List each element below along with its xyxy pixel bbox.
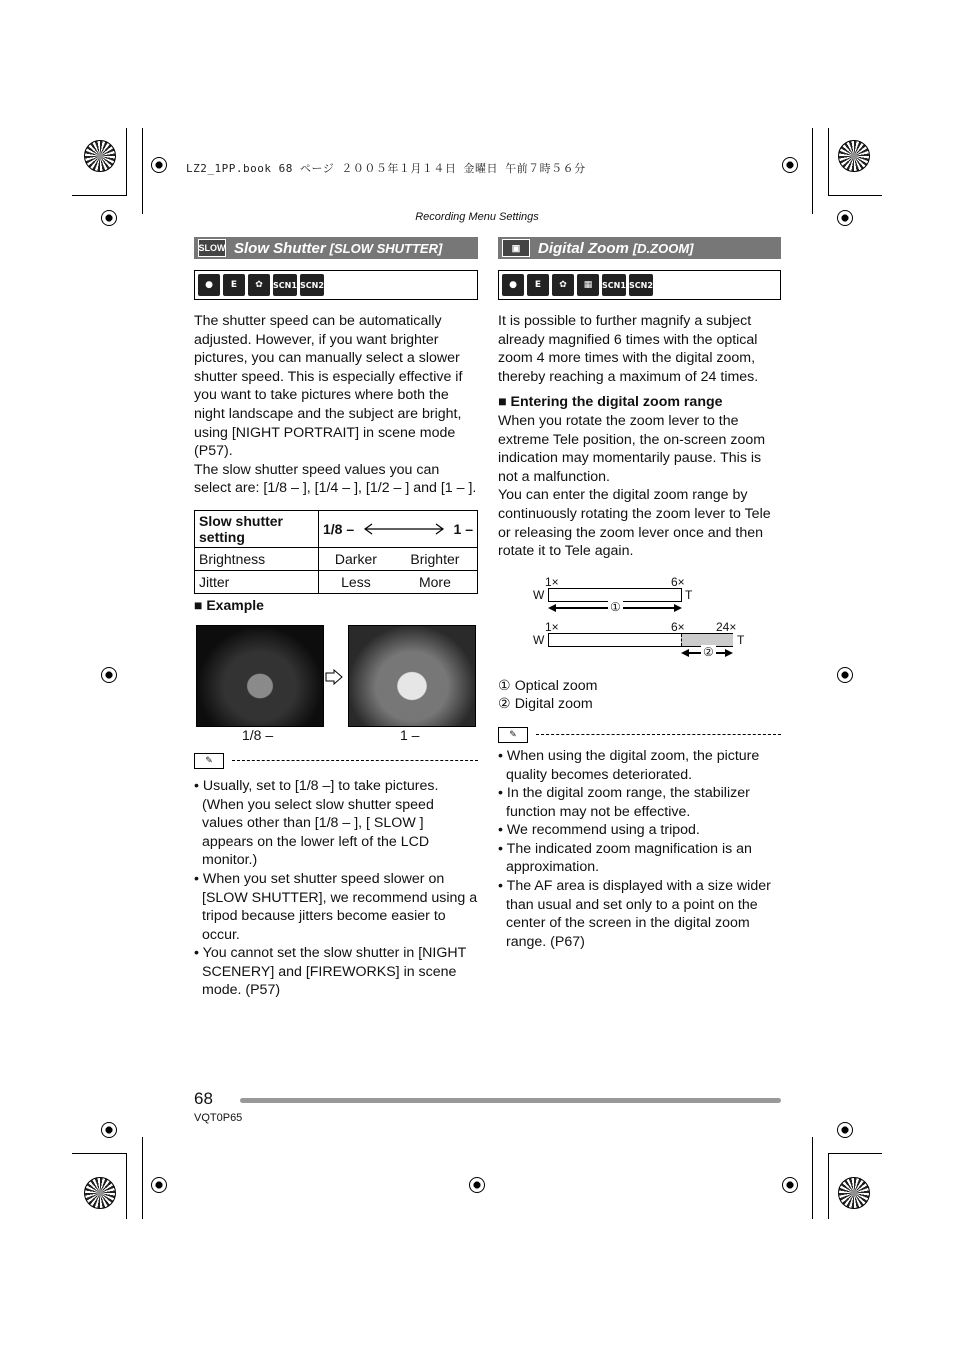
legend-item: ① Optical zoom bbox=[498, 677, 598, 694]
note-item: • We recommend using a tripod. bbox=[498, 822, 700, 839]
crop-line bbox=[828, 1153, 882, 1154]
crosshair-icon bbox=[837, 1122, 853, 1138]
row-left: Darker bbox=[319, 547, 393, 570]
section-title: Digital Zoom bbox=[538, 239, 629, 257]
intro-paragraph: The shutter speed can be automatically adjusted. However, if you want brighter pictures, you can manually select a slower shutter speed. This is especially effective if you want to take pictures where both the night landscape and the subject are bright, using [NIGHT PORTRAIT] in scene mode (P57). bbox=[194, 313, 463, 460]
running-title: Recording Menu Settings bbox=[415, 211, 539, 223]
crosshair-icon bbox=[837, 667, 853, 683]
zoom-diagram bbox=[498, 575, 781, 665]
note-item: • Usually, set to [1/8 –] to take pictures. (When you select slow shutter speed values other than [1/8 – ], [ SLOW ] appears on the lower left of the LCD monitor.) bbox=[194, 777, 439, 869]
registration-wheel-icon bbox=[838, 140, 870, 172]
print-header: LZ2_1PP.book 68 ページ ２００５年１月１４日 金曜日 午前７時５６分 bbox=[186, 162, 586, 175]
callout-2: ② bbox=[703, 644, 714, 659]
scn1-mode-icon: SCN1 bbox=[602, 274, 626, 296]
zoom-legend bbox=[498, 677, 781, 714]
range-end: 1 – bbox=[453, 520, 473, 537]
note-icon: ✎ bbox=[498, 727, 528, 743]
registration-wheel-icon bbox=[84, 140, 116, 172]
scn2-mode-icon: SCN2 bbox=[629, 274, 653, 296]
note-item: • The indicated zoom magnification is an approximation. bbox=[498, 840, 752, 876]
t-label: T bbox=[685, 587, 693, 602]
divider bbox=[536, 734, 781, 735]
arrow-right-icon bbox=[325, 669, 343, 685]
callout-1: ① bbox=[610, 599, 621, 614]
crosshair-icon bbox=[101, 1122, 117, 1138]
registration-wheel-icon bbox=[838, 1177, 870, 1209]
note-item: • In the digital zoom range, the stabilizer function may not be effective. bbox=[498, 785, 750, 820]
document-code: VQT0P65 bbox=[194, 1112, 243, 1124]
section-title-bar bbox=[194, 237, 478, 259]
zoom-paragraph: When you rotate the zoom lever to the extreme Tele position, the on-screen zoom indication may momentarily pause. This is not a malfunction. bbox=[498, 412, 766, 485]
digital-zoom-icon: ▣ bbox=[502, 239, 530, 257]
crop-line bbox=[828, 195, 882, 196]
mode-icons bbox=[498, 270, 781, 300]
crop-line bbox=[812, 128, 813, 214]
note-item: • The AF area is displayed with a size wider than usual and set only to a point on the center of the screen in the digital zoom range. (P67) bbox=[498, 878, 771, 950]
crop-line bbox=[126, 128, 127, 196]
camera-mode-icon: ● bbox=[198, 274, 220, 296]
section-title-bracket: [D.ZOOM] bbox=[632, 240, 694, 256]
photo-caption: 1/8 – bbox=[242, 726, 274, 743]
macro-mode-icon: ✿ bbox=[248, 274, 270, 296]
macro-mode-icon: ✿ bbox=[552, 274, 574, 296]
crop-line bbox=[72, 1153, 126, 1154]
bar1-left-label: 1× bbox=[545, 574, 559, 589]
bar2-right-label: 24× bbox=[716, 619, 737, 634]
motion-picture-mode-icon: ▦ bbox=[577, 274, 599, 296]
crop-line bbox=[126, 1153, 127, 1219]
crop-line bbox=[72, 195, 126, 196]
photo-slow-1 bbox=[348, 625, 476, 727]
photo-caption: 1 – bbox=[400, 726, 420, 743]
notes-list bbox=[194, 777, 478, 1000]
double-arrow-icon bbox=[362, 523, 446, 535]
t-label: T bbox=[737, 632, 745, 647]
note-header bbox=[498, 727, 781, 743]
row-label: Brightness bbox=[195, 547, 319, 570]
bar2-left-label: 1× bbox=[545, 619, 559, 634]
divider bbox=[232, 760, 478, 761]
crop-line bbox=[142, 128, 143, 214]
section-title-bar bbox=[498, 237, 781, 259]
note-icon: ✎ bbox=[194, 753, 224, 769]
crop-line bbox=[828, 1153, 829, 1219]
table-header-label: Slow shutter setting bbox=[195, 510, 319, 547]
w-label: W bbox=[533, 632, 545, 647]
slow-icon: SLOW bbox=[198, 239, 226, 257]
table-row bbox=[195, 570, 478, 593]
legend-item: ② Digital zoom bbox=[498, 696, 593, 713]
slow-shutter-table bbox=[194, 510, 478, 594]
registration-wheel-icon bbox=[84, 1177, 116, 1209]
intro-paragraph: It is possible to further magnify a subject already magnified 6 times with the optical zoom 4 more times with the digital zoom, thereby reaching a maximum of 24 times. bbox=[498, 313, 759, 385]
left-column bbox=[194, 237, 478, 1000]
table-header-range bbox=[319, 510, 478, 547]
crosshair-icon bbox=[101, 667, 117, 683]
example-label: ■ Example bbox=[194, 596, 264, 613]
right-column bbox=[498, 237, 781, 951]
note-item: • When using the digital zoom, the picture quality becomes deteriorated. bbox=[498, 747, 760, 783]
w-label: W bbox=[533, 587, 545, 602]
note-header bbox=[194, 753, 478, 769]
bar2-mid-label: 6× bbox=[671, 619, 685, 634]
page-number: 68 bbox=[194, 1089, 213, 1108]
crosshair-icon bbox=[469, 1177, 485, 1193]
section-title: Slow Shutter bbox=[234, 239, 326, 257]
note-item: • You cannot set the slow shutter in [NIGHT SCENERY] and [FIREWORKS] in scene mode. (P57) bbox=[194, 945, 467, 999]
subheading: ■ Entering the digital zoom range bbox=[498, 394, 723, 411]
values-paragraph: The slow shutter speed values you can select are: [1/8 – ], [1/4 – ], [1/2 – ] and [1 – ]. bbox=[194, 461, 477, 497]
photo-slow-1-8 bbox=[196, 625, 324, 727]
crosshair-icon bbox=[151, 1177, 167, 1193]
row-right: Brighter bbox=[393, 547, 478, 570]
zoom-paragraph: You can enter the digital zoom range by continuously rotating the zoom lever to Tele or releasing the zoom lever once and then rotate it to Tele again. bbox=[498, 487, 771, 560]
scn2-mode-icon: SCN2 bbox=[300, 274, 324, 296]
row-label: Jitter bbox=[195, 570, 319, 593]
notes-list bbox=[498, 747, 781, 952]
economy-mode-icon: E bbox=[527, 274, 549, 296]
crop-line bbox=[812, 1137, 813, 1219]
crosshair-icon bbox=[782, 157, 798, 173]
bar1-right-label: 6× bbox=[671, 574, 685, 589]
example-photos bbox=[194, 625, 478, 747]
crop-line bbox=[142, 1137, 143, 1219]
economy-mode-icon: E bbox=[223, 274, 245, 296]
row-right: More bbox=[393, 570, 478, 593]
range-start: 1/8 – bbox=[323, 520, 355, 537]
camera-mode-icon: ● bbox=[502, 274, 524, 296]
note-item: • When you set shutter speed slower on [SLOW SHUTTER], we recommend using a tripod because jitters become easier to occur. bbox=[194, 870, 478, 943]
scn1-mode-icon: SCN1 bbox=[273, 274, 297, 296]
crop-line bbox=[828, 128, 829, 196]
mode-icons bbox=[194, 270, 478, 300]
footer-rule bbox=[240, 1098, 781, 1103]
section-title-bracket: [SLOW SHUTTER] bbox=[329, 240, 443, 256]
crosshair-icon bbox=[151, 157, 167, 173]
table-row bbox=[195, 547, 478, 570]
crosshair-icon bbox=[782, 1177, 798, 1193]
row-left: Less bbox=[319, 570, 393, 593]
